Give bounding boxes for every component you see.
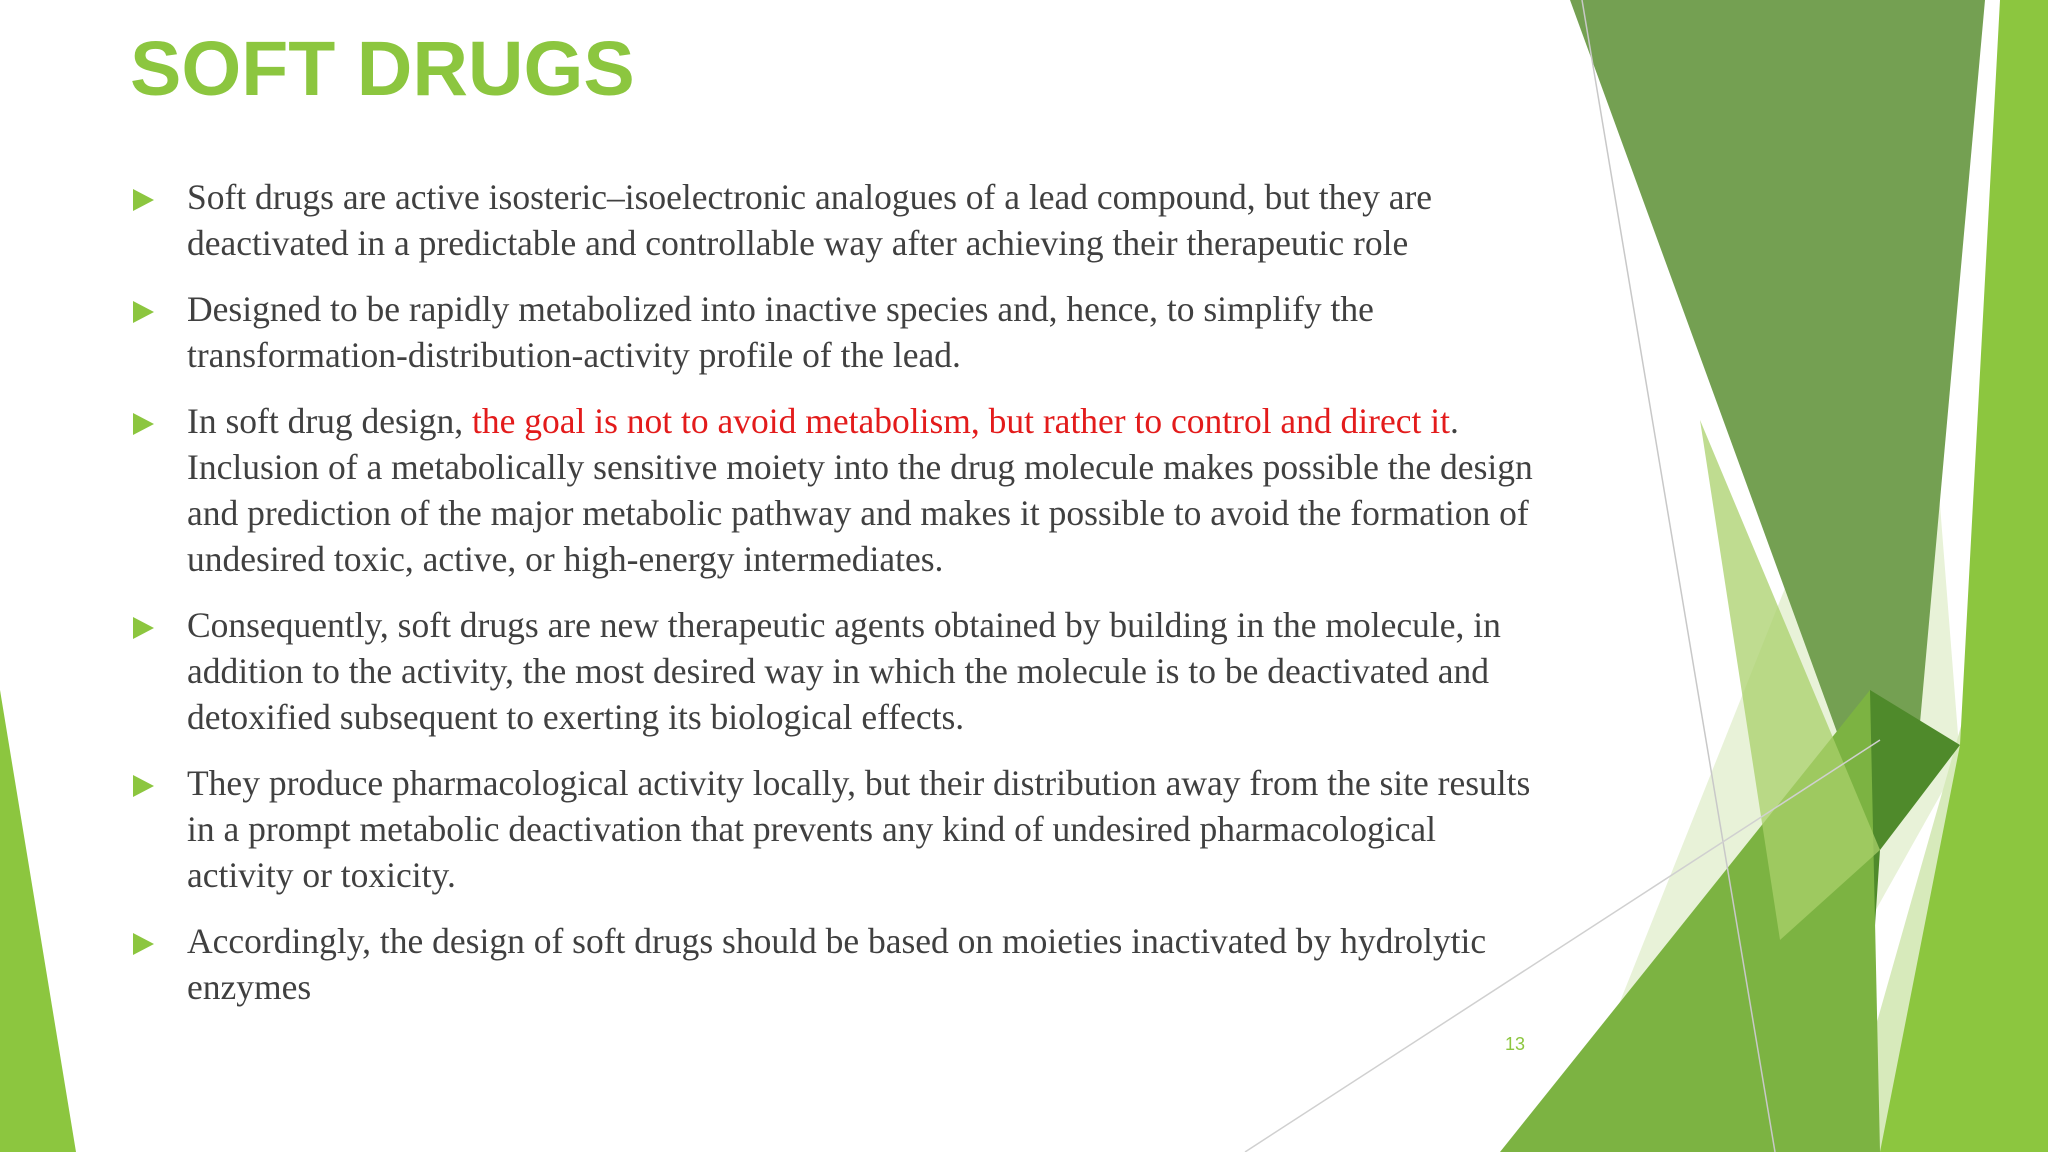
list-item [130,398,1550,582]
bullet-text: Soft drugs are active isosteric–isoelectronic analogues of a lead compound, but they are deactivated in a predictable and controllable way after achieving their therapeutic role [187,177,1433,263]
triangle-right-icon [133,189,154,211]
bullet-text: Consequently, soft drugs are new therapeutic agents obtained by building in the molecule, in addition to the activity, the most desired way in which the molecule is to be deactivated and detoxified subsequent to exerting its biological effects. [187,605,1501,737]
bullet-highlight-text: the goal is not to avoid metabolism, but rather to control and direct it [471,401,1450,441]
triangle-right-icon [133,413,154,435]
list-item [130,174,1550,266]
list-item [130,602,1550,740]
bullet-list [130,174,1550,1030]
triangle-right-icon [133,933,154,955]
bullet-text: Accordingly, the design of soft drugs should be based on moieties inactivated by hydrolytic enzymes [187,921,1487,1007]
triangle-right-icon [133,775,154,797]
bullet-text-after: . Inclusion of a metabolically sensitive moiety into the drug molecule makes possible the design and prediction of the major metabolic pathway and makes it possible to avoid the formation of undesired toxic, active, or high-energy intermediates. [187,401,1533,579]
bullet-text: Designed to be rapidly metabolized into inactive species and, hence, to simplify the transformation-distribution-activity profile of the lead. [187,289,1374,375]
bullet-text-before: In soft drug design, [187,401,472,441]
left-accent-shape [0,690,76,1152]
triangle-right-icon [133,617,154,639]
page-number: 13 [1505,1034,1526,1054]
bullet-text: They produce pharmacological activity locally, but their distribution away from the site results in a prompt metabolic deactivation that prevents any kind of undesired pharmacological activity or toxicity. [187,763,1531,895]
list-item [130,286,1550,378]
list-item [130,760,1550,898]
list-item [130,918,1550,1010]
page-title: SOFT DRUGS [130,26,635,112]
triangle-right-icon [133,301,154,323]
